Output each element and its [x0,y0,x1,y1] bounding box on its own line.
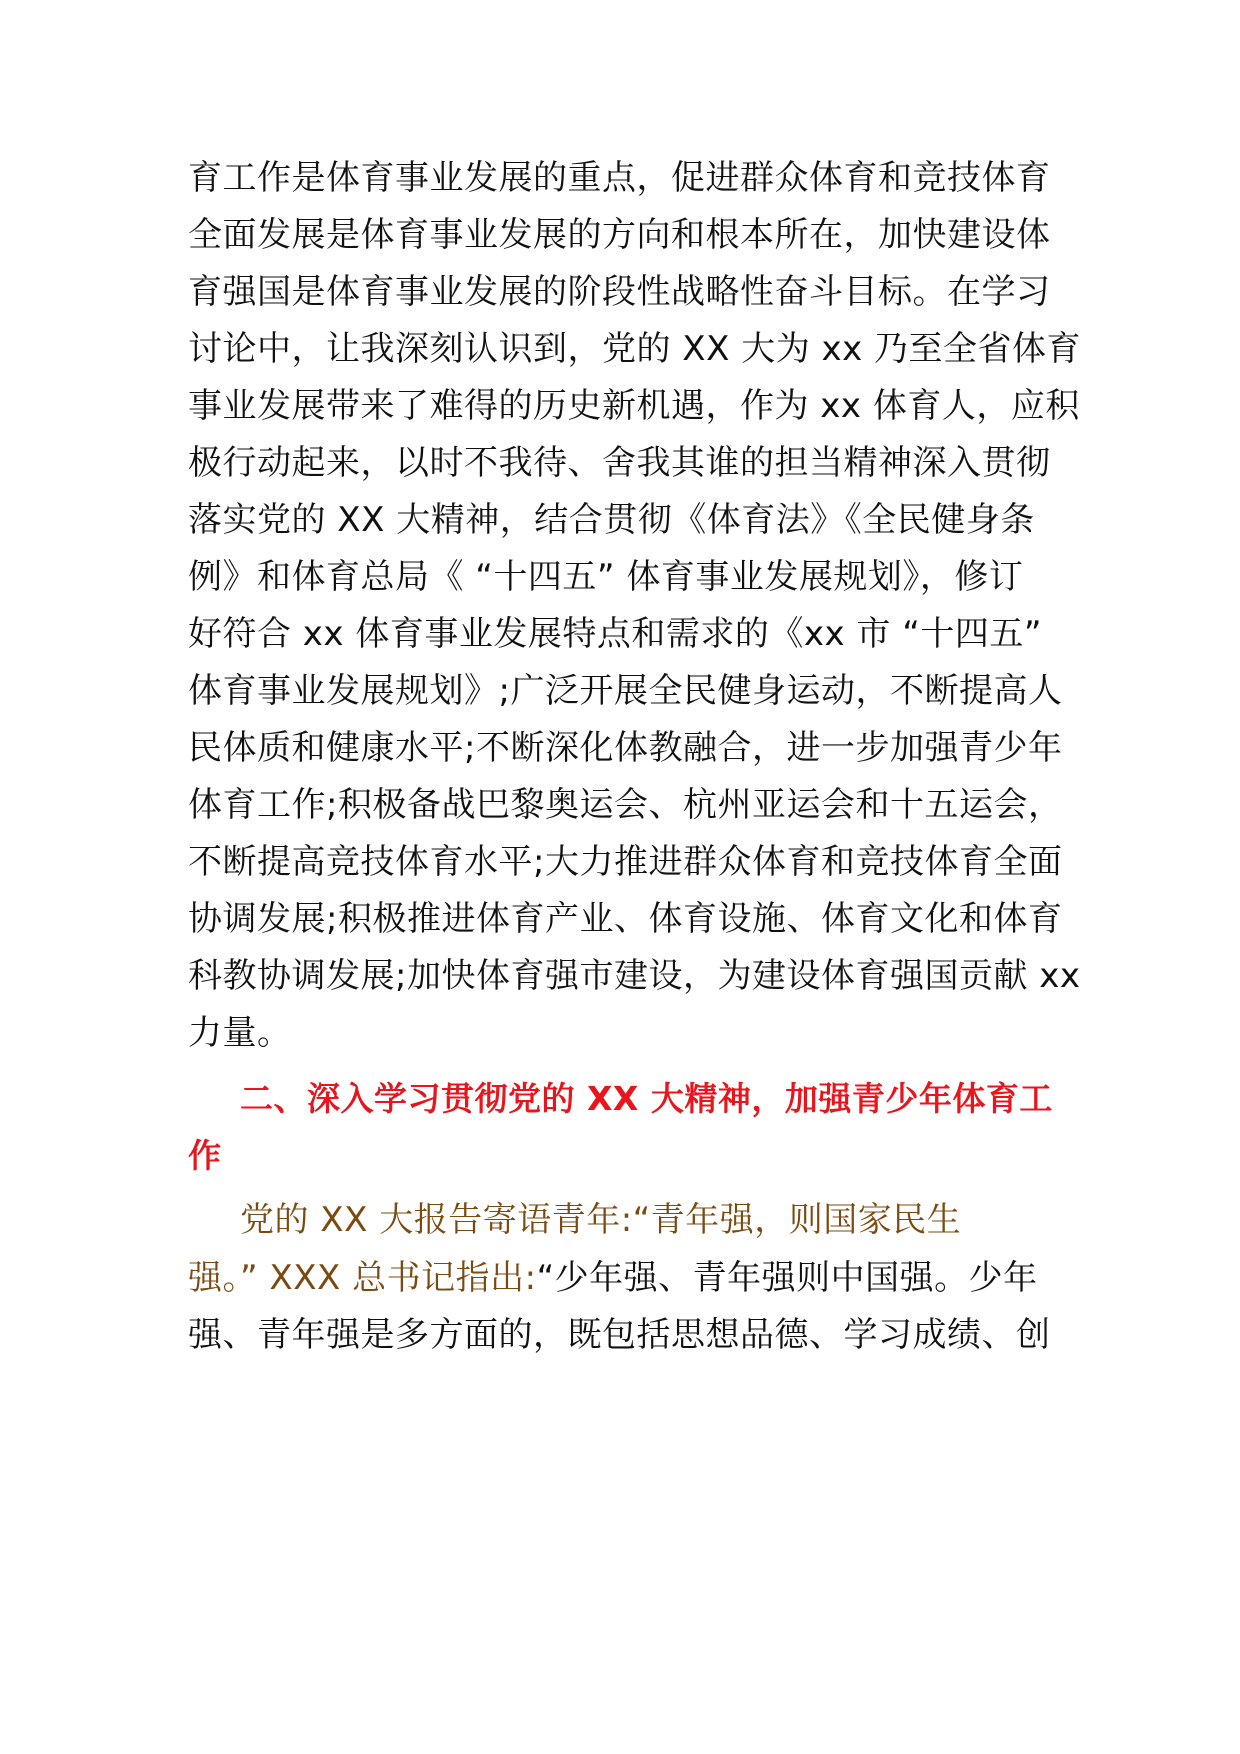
body-line: 好符合 xx 体育事业发展特点和需求的《xx 市 “十四五” [188,614,1042,654]
section-heading-continued: 作 [188,1136,222,1175]
body-line: 育强国是体育事业发展的阶段性战略性奋斗目标。在学习 [188,272,1051,312]
body-line: 育工作是体育事业发展的重点，促进群众体育和竞技体育 [188,158,1051,198]
quote-line: 党的 XX 大报告寄语青年:“青年强，则国家民生 [240,1200,962,1240]
quote-end-segment: 强。” XXX 总书记指出: [188,1258,537,1298]
body-line: 不断提高竞技体育水平;大力推进群众体育和竞技体育全面 [188,842,1063,882]
body-line: 科教协调发展;加快体育强市建设，为建设体育强国贡献 xx [188,956,1081,996]
body-line: 落实党的 XX 大精神，结合贯彻《体育法》《全民健身条 [188,500,1035,540]
body-line: 全面发展是体育事业发展的方向和根本所在，加快建设体 [188,215,1051,255]
body-line: 协调发展;积极推进体育产业、体育设施、体育文化和体育 [188,899,1063,939]
body-line: 极行动起来，以时不我待、舍我其谁的担当精神深入贯彻 [188,443,1051,483]
body-line: 强、青年强是多方面的，既包括思想品德、学习成绩、创 [188,1315,1051,1355]
section-heading: 二、深入学习贯彻党的 XX 大精神，加强青少年体育工 [240,1079,1053,1118]
body-line: 民体质和健康水平;不断深化体教融合，进一步加强青少年 [188,728,1063,768]
body-line: 力量。 [188,1013,292,1053]
quote-line-mixed [188,1256,1068,1300]
body-line: 体育事业发展规划》;广泛开展全民健身运动，不断提高人 [188,671,1063,711]
body-line: 事业发展带来了难得的历史新机遇，作为 xx 体育人，应积 [188,386,1080,426]
body-line: 讨论中，让我深刻认识到，党的 XX 大为 xx 乃至全省体育 [188,329,1082,369]
quote-continuation-segment: “少年强、青年强则中国强。少年 [536,1258,1038,1298]
body-line: 例》和体育总局《 “十四五” 体育事业发展规划》，修订 [188,557,1024,597]
body-line: 体育工作;积极备战巴黎奥运会、杭州亚运会和十五运会， [188,785,1063,825]
